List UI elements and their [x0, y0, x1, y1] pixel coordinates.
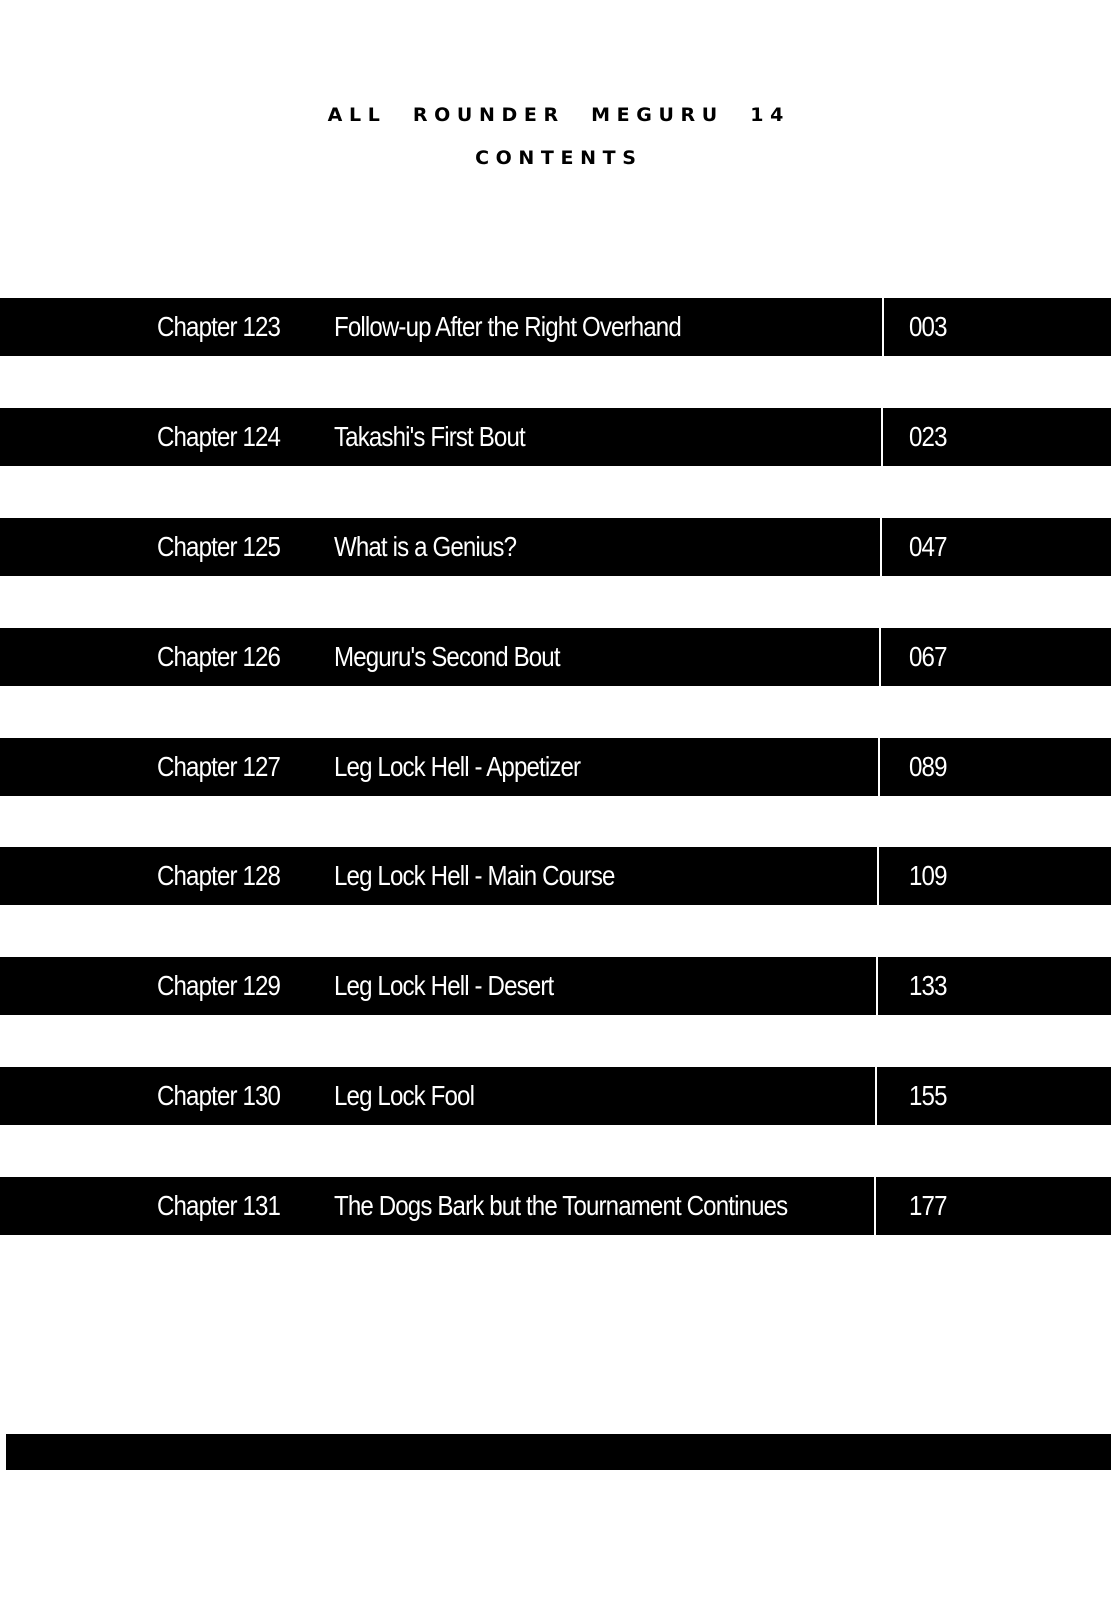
- toc-row[interactable]: [0, 298, 1111, 356]
- page-number: 003: [909, 311, 947, 342]
- toc-row[interactable]: [0, 408, 1111, 466]
- chapter-number: Chapter 127: [157, 751, 281, 782]
- toc-row[interactable]: [0, 518, 1111, 576]
- chapter-title: What is a Genius?: [334, 531, 517, 562]
- toc-row[interactable]: [0, 1177, 1111, 1235]
- column-divider: [874, 1177, 876, 1235]
- chapter-title: Follow-up After the Right Overhand: [334, 311, 681, 342]
- column-divider: [881, 408, 883, 466]
- page-number: 089: [909, 751, 947, 782]
- chapter-title: Takashi's First Bout: [334, 421, 525, 452]
- column-divider: [876, 957, 878, 1015]
- page-number: 067: [909, 641, 947, 672]
- chapter-number: Chapter 126: [157, 641, 281, 672]
- chapter-title: Leg Lock Hell - Main Course: [334, 860, 615, 891]
- column-divider: [877, 847, 879, 905]
- page-number: 133: [909, 970, 947, 1001]
- page-number: 109: [909, 860, 947, 891]
- toc-row[interactable]: [0, 1067, 1111, 1125]
- page-number: 177: [909, 1190, 947, 1221]
- column-divider: [878, 738, 880, 796]
- chapter-number: Chapter 131: [157, 1190, 281, 1221]
- column-divider: [880, 518, 882, 576]
- page-number: 047: [909, 531, 947, 562]
- page-number: 023: [909, 421, 947, 452]
- toc-row[interactable]: [0, 738, 1111, 796]
- contents-heading: C O N T E N T S: [475, 147, 636, 169]
- chapter-title: Leg Lock Hell - Desert: [334, 970, 554, 1001]
- series-title: A L L R O U N D E R M E G U R U 1 4: [327, 104, 784, 126]
- chapter-title: Leg Lock Fool: [334, 1080, 475, 1111]
- column-divider: [875, 1067, 877, 1125]
- chapter-number: Chapter 125: [157, 531, 281, 562]
- decorative-bar: [6, 1434, 1111, 1470]
- toc-row[interactable]: [0, 628, 1111, 686]
- column-divider: [882, 298, 884, 356]
- chapter-title: Meguru's Second Bout: [334, 641, 560, 672]
- chapter-number: Chapter 123: [157, 311, 281, 342]
- chapter-number: Chapter 130: [157, 1080, 281, 1111]
- chapter-title: The Dogs Bark but the Tournament Continues: [334, 1190, 788, 1221]
- column-divider: [879, 628, 881, 686]
- toc-row[interactable]: [0, 847, 1111, 905]
- page-number: 155: [909, 1080, 947, 1111]
- chapter-title: Leg Lock Hell - Appetizer: [334, 751, 581, 782]
- chapter-number: Chapter 129: [157, 970, 281, 1001]
- chapter-number: Chapter 124: [157, 421, 281, 452]
- chapter-number: Chapter 128: [157, 860, 281, 891]
- toc-row[interactable]: [0, 957, 1111, 1015]
